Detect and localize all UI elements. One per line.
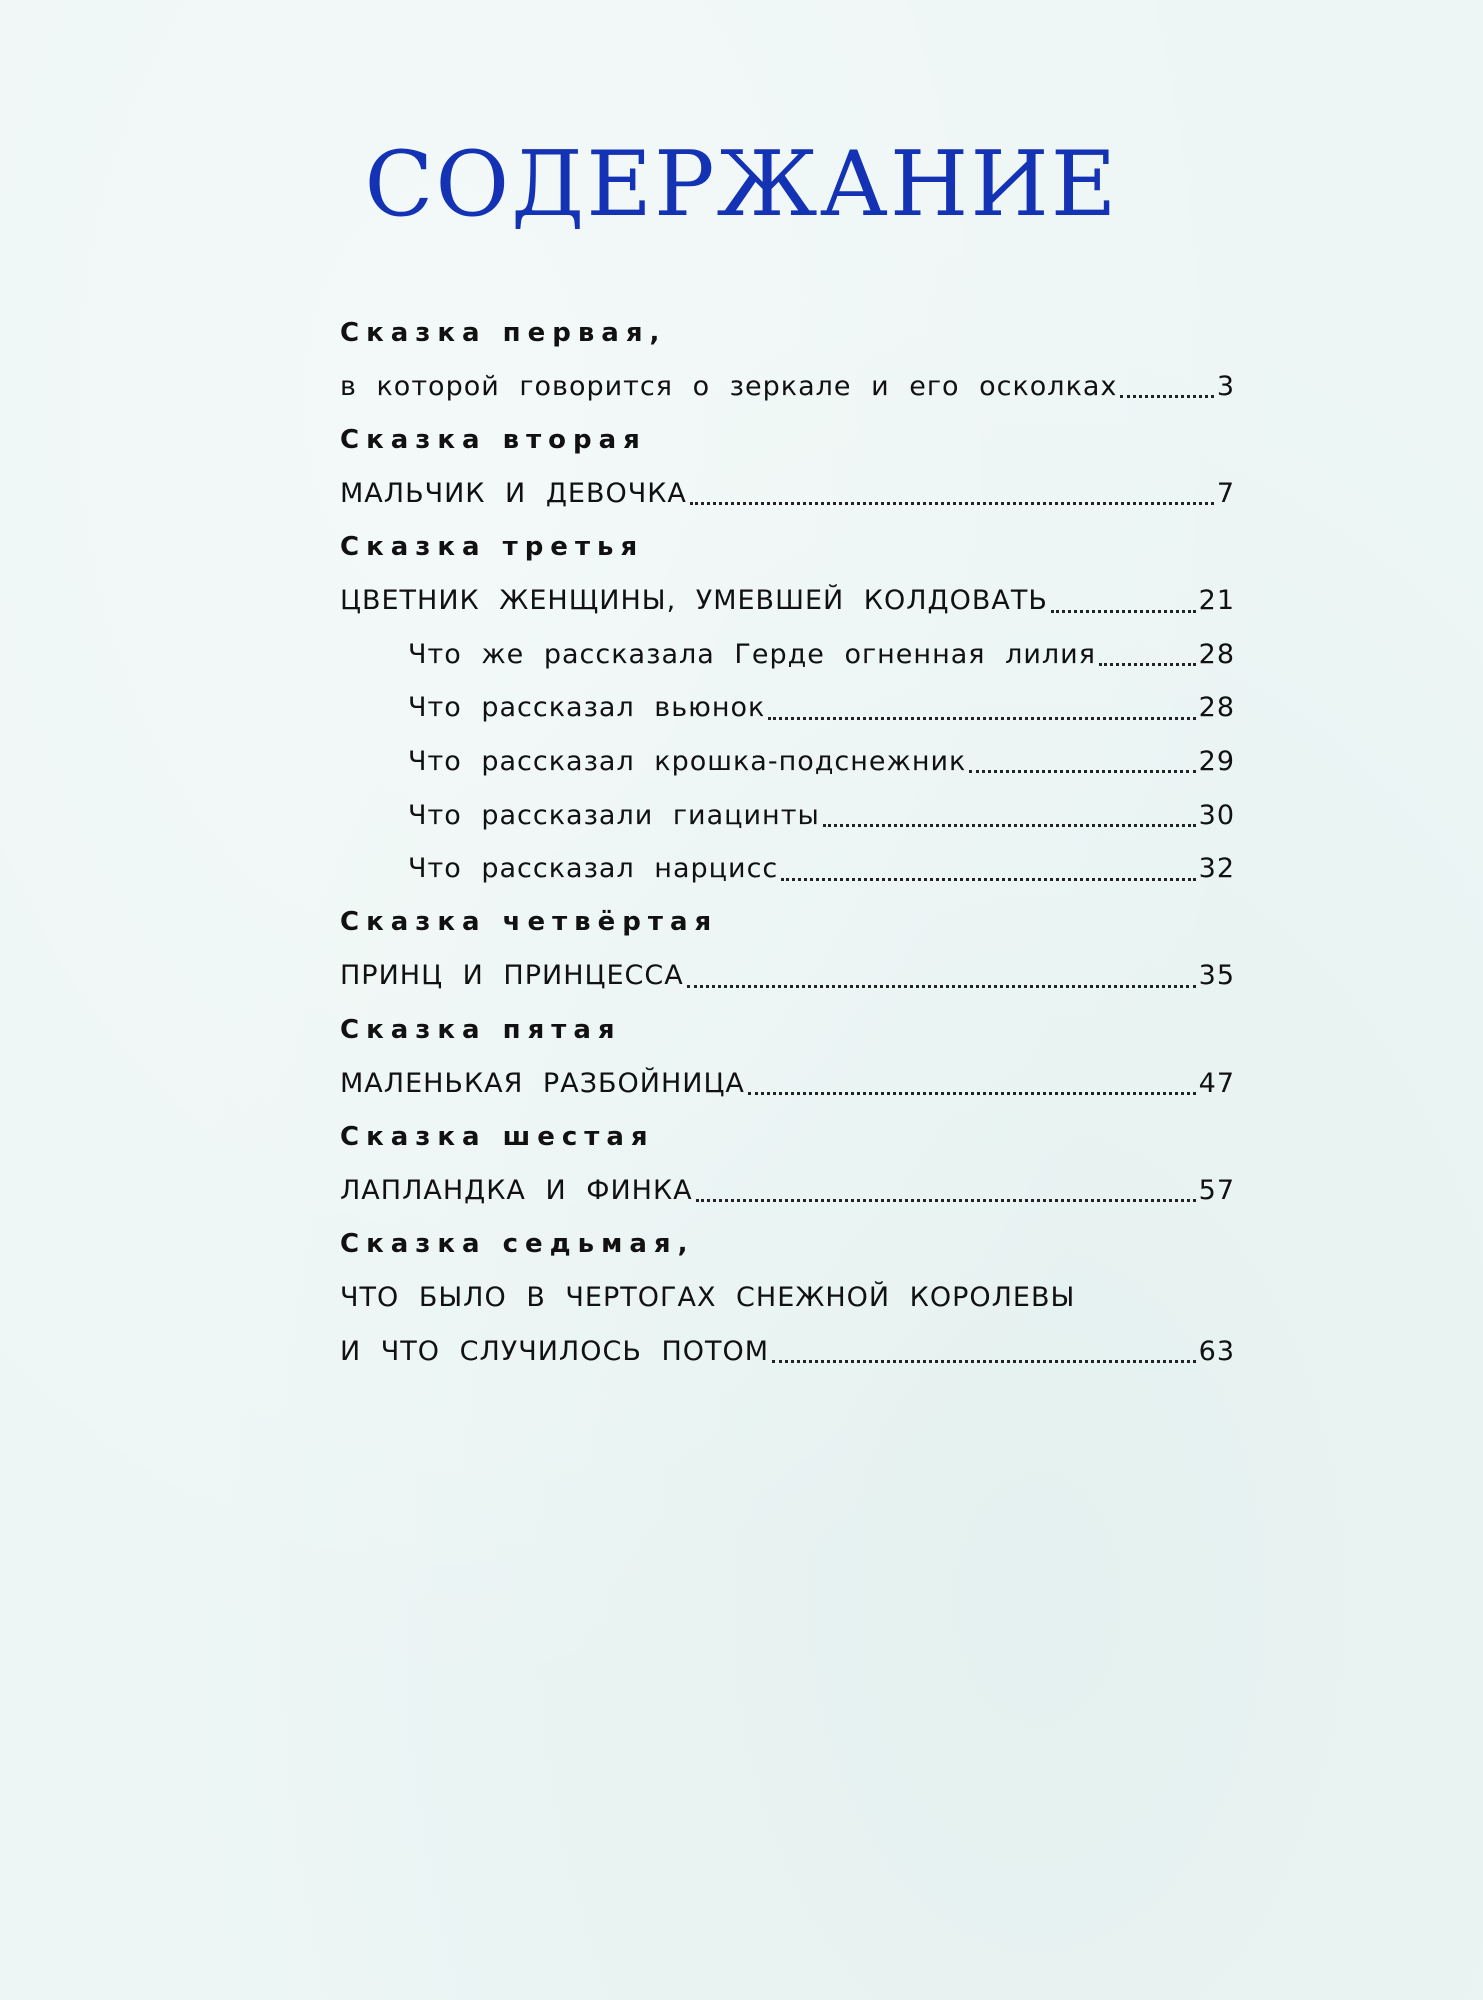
entry-title: Что рассказал вьюнок [408,692,766,724]
dot-leader [696,1199,1196,1202]
entry-title: ЛАПЛАНДКА И ФИНКА [340,1174,693,1206]
dot-leader [1099,663,1196,666]
page-number: 3 [1216,370,1235,402]
toc-entry [340,1271,1235,1325]
dot-leader [690,502,1214,505]
dot-leader [823,824,1196,827]
entry-title: ЦВЕТНИК ЖЕНЩИНЫ, УМЕВШЕЙ КОЛДОВАТЬ [340,585,1048,617]
toc-entry [340,1164,1235,1218]
toc-subentry [340,842,1235,896]
dot-leader [687,985,1196,988]
entry-title: И ЧТО СЛУЧИЛОСЬ ПОТОМ [340,1335,770,1367]
entry-title: Что рассказал крошка-подснежник [408,746,967,778]
page-number: 32 [1198,853,1235,885]
page-number: 30 [1198,799,1235,831]
dot-leader [1120,395,1213,398]
entry-title: Что же рассказала Герде огненная лилия [408,638,1096,670]
entry-title: ЧТО БЫЛО В ЧЕРТОГАХ СНЕЖНОЙ КОРОЛЕВЫ [340,1281,1076,1313]
toc-entry [340,1056,1235,1110]
chapter-heading: Сказка первая, [340,317,667,348]
toc-entry [340,360,1235,414]
entry-title: МАЛЕНЬКАЯ РАЗБОЙНИЦА [340,1067,745,1099]
page-number: 29 [1198,746,1235,778]
entry-title: в которой говорится о зеркале и его осколках [340,370,1118,402]
chapter-heading: Сказка вторая [340,424,647,455]
entry-title: МАЛЬЧИК И ДЕВОЧКА [340,478,687,510]
toc-subentry [340,788,1235,842]
toc-subentry [340,735,1235,789]
chapter-heading: Сказка четвёртая [340,907,719,938]
page-number: 21 [1198,585,1235,617]
page-number: 63 [1198,1335,1235,1367]
toc-subentry [340,628,1235,682]
chapter-heading: Сказка шестая [340,1121,655,1152]
dot-leader [772,1360,1196,1363]
toc-entry [340,574,1235,628]
toc-entry [340,1324,1235,1378]
dot-leader [781,878,1195,881]
toc-entry [340,949,1235,1003]
toc-entry [340,467,1235,521]
entry-title: Что рассказал нарцисс [408,853,779,885]
page-title: СОДЕРЖАНИЕ [364,132,1119,237]
page-number: 35 [1198,960,1235,992]
dot-leader [748,1092,1196,1095]
table-of-contents [340,306,1235,1378]
dot-leader [768,717,1195,720]
dot-leader [1051,610,1196,613]
page-number: 47 [1198,1067,1235,1099]
chapter-heading: Сказка третья [340,532,645,563]
page-number: 28 [1198,692,1235,724]
entry-title: Что рассказали гиацинты [408,799,820,831]
entry-title: ПРИНЦ И ПРИНЦЕССА [340,960,684,992]
page-number: 28 [1198,638,1235,670]
page-number: 57 [1198,1174,1235,1206]
chapter-heading: Сказка седьмая, [340,1228,695,1259]
toc-subentry [340,681,1235,735]
page-number: 7 [1216,478,1235,510]
chapter-heading: Сказка пятая [340,1014,622,1045]
dot-leader [969,770,1195,773]
